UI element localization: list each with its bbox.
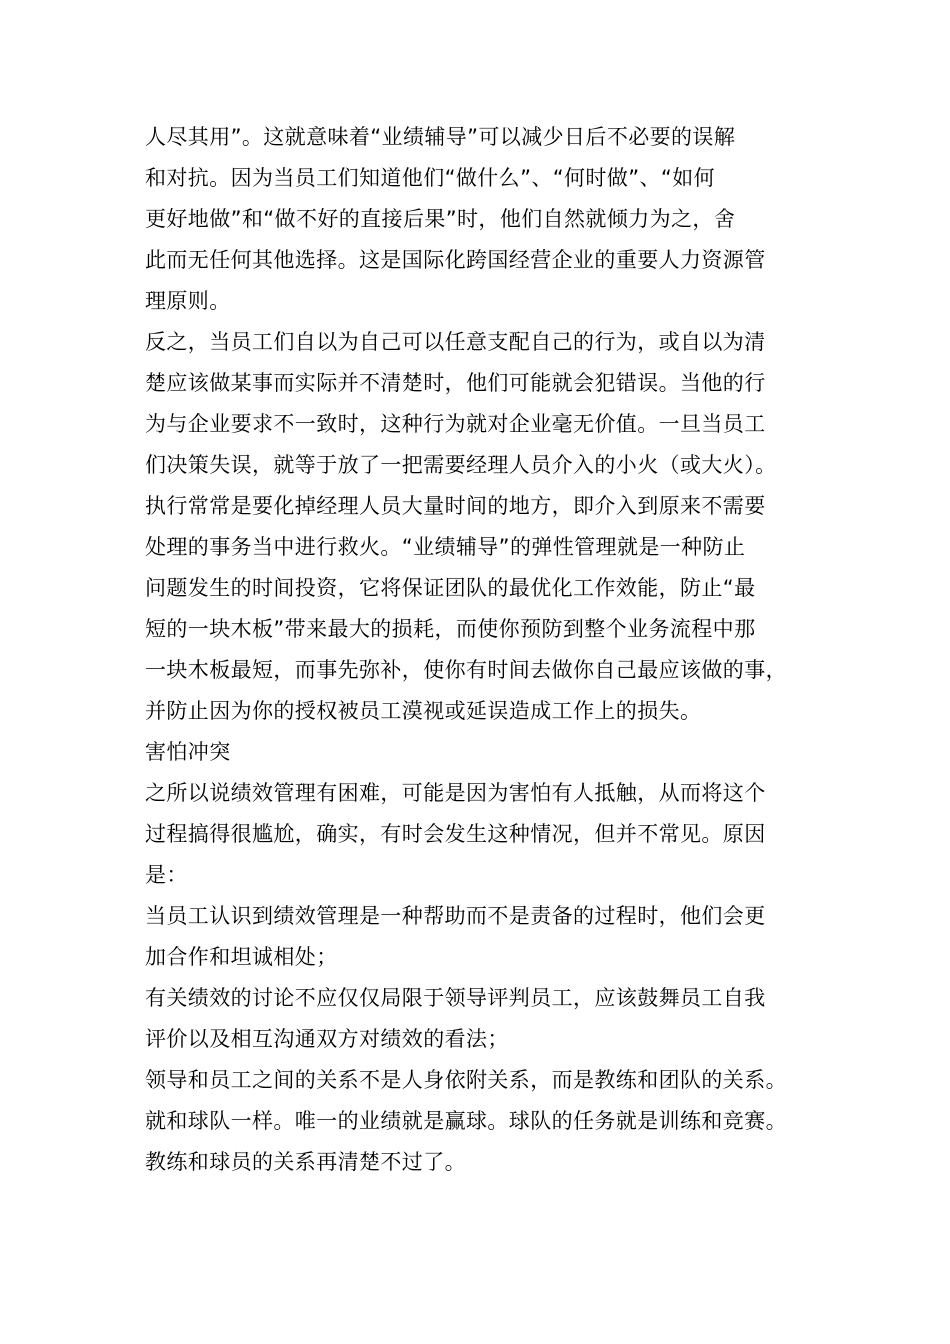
text-line: 是： — [145, 863, 188, 887]
text-line: 问题发生的时间投资，它将保证团队的最优化工作效能，防止“最 — [145, 576, 756, 600]
text-line: 处理的事务当中进行救火。“业绩辅导”的弹性管理就是一种防止 — [145, 535, 746, 559]
text-line: 反之，当员工们自以为自己可以任意支配自己的行为，或自以为清 — [145, 330, 766, 354]
text-line: 此而无任何其他选择。这是国际化跨国经营企业的重要人力资源管 — [145, 248, 766, 272]
text-line: 们决策失误，就等于放了一把需要经理人员介入的小火（或大火）。 — [145, 453, 777, 477]
text-line: 过程搞得很尴尬，确实，有时会发生这种情况，但并不常见。原因 — [145, 822, 766, 846]
text-line: 评价以及相互沟通双方对绩效的看法； — [145, 1027, 509, 1051]
text-line: 理原则。 — [145, 289, 231, 313]
text-line: 当员工认识到绩效管理是一种帮助而不是责备的过程时，他们会更 — [145, 904, 766, 928]
text-line: 有关绩效的讨论不应仅仅局限于领导评判员工，应该鼓舞员工自我 — [145, 986, 766, 1010]
text-line: 短的一块木板”带来最大的损耗，而使你预防到整个业务流程中那 — [145, 617, 756, 641]
text-line: 人尽其用”。这就意味着“业绩辅导”可以减少日后不必要的误解 — [145, 125, 736, 149]
text-line: 更好地做”和“做不好的直接后果”时，他们自然就倾力为之，舍 — [145, 207, 736, 231]
text-line: 执行常常是要化掉经理人员大量时间的地方，即介入到原来不需要 — [145, 494, 766, 518]
text-line: 为与企业要求不一致时，这种行为就对企业毫无价值。一旦当员工 — [145, 412, 766, 436]
text-line: 加合作和坦诚相处； — [145, 945, 338, 969]
section-heading: 害怕冲突 — [145, 740, 231, 764]
document-body — [145, 117, 820, 1183]
text-line: 教练和球员的关系再清楚不过了。 — [145, 1150, 466, 1174]
text-line: 之所以说绩效管理有困难，可能是因为害怕有人抵触，从而将这个 — [145, 781, 766, 805]
text-line: 一块木板最短，而事先弥补，使你有时间去做你自己最应该做的事， — [145, 658, 787, 682]
text-line: 并防止因为你的授权被员工漠视或延误造成工作上的损失。 — [145, 699, 702, 723]
text-line: 领导和员工之间的关系不是人身依附关系，而是教练和团队的关系。 — [145, 1068, 787, 1092]
text-line: 就和球队一样。唯一的业绩就是赢球。球队的任务就是训练和竞赛。 — [145, 1109, 787, 1133]
text-line: 和对抗。因为当员工们知道他们“做什么”、“何时做”、“如何 — [145, 166, 715, 190]
text-line: 楚应该做某事而实际并不清楚时，他们可能就会犯错误。当他的行 — [145, 371, 766, 395]
